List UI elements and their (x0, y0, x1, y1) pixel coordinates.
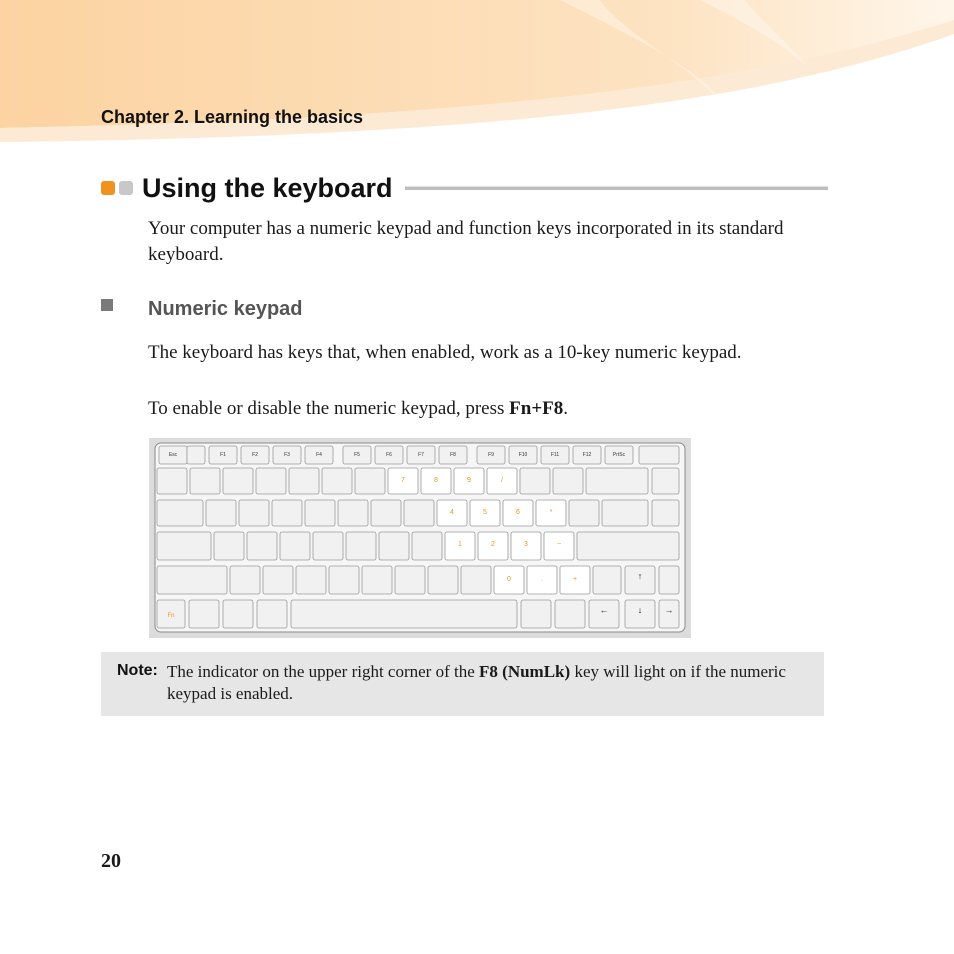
heading-rule (405, 186, 828, 190)
keyboard-key (379, 532, 409, 560)
keyboard-key (214, 532, 244, 560)
page-number: 20 (101, 850, 121, 872)
keyboard-key (362, 566, 392, 594)
keyboard-key (371, 500, 401, 526)
function-key-label: F9 (488, 452, 494, 458)
enable-text-before: To enable or disable the numeric keypad, press (148, 398, 510, 419)
note-key: F8 (NumLk) (479, 662, 571, 681)
keypad-label: 6 (516, 509, 520, 516)
keypad-label: + (572, 576, 578, 583)
keypad-label: 8 (434, 477, 438, 484)
keyboard-key (239, 500, 269, 526)
function-key-label: F4 (316, 452, 322, 458)
left-shift-key (157, 566, 227, 594)
right-shift-key (593, 566, 621, 594)
enable-text-after: . (563, 398, 568, 419)
section-heading (101, 170, 828, 206)
note-label: Note: (117, 662, 158, 679)
fn-key-label: Fn (167, 613, 175, 619)
function-key-label: F10 (518, 452, 528, 458)
keyboard-key (256, 468, 286, 494)
keyboard-key (257, 600, 287, 628)
note-box (101, 652, 824, 716)
backspace-key (586, 468, 648, 494)
keyboard-key (157, 468, 187, 494)
keypad-label: * (549, 509, 553, 516)
space-bar (291, 600, 517, 628)
keyboard-key (272, 500, 302, 526)
keypad-label: 3 (524, 541, 528, 548)
keyboard-key (329, 566, 359, 594)
keyboard-key (428, 566, 458, 594)
left-arrow-icon: ← (599, 605, 609, 615)
keyboard-illustration (149, 438, 691, 638)
keypad-label: 2 (491, 541, 495, 548)
keyboard-key (346, 532, 376, 560)
keyboard-key (206, 500, 236, 526)
keyboard-key (355, 468, 385, 494)
square-bullet-icon (101, 299, 113, 311)
keyboard-key (190, 468, 220, 494)
keyboard-key (223, 600, 253, 628)
up-arrow-icon: ↑ (637, 571, 643, 581)
keypad-label: 0 (507, 576, 511, 583)
keyboard-key (263, 566, 293, 594)
keyboard-key (521, 600, 551, 628)
caps-lock-key (157, 532, 211, 560)
function-key-label: F12 (582, 452, 592, 458)
enter-key (577, 532, 679, 560)
subsection-heading (101, 298, 303, 320)
note-text (167, 661, 807, 705)
keyboard-key (230, 566, 260, 594)
function-key-label: F11 (550, 452, 560, 458)
note-text-before: The indicator on the upper right corner of the (167, 662, 480, 681)
keypad-label: . (541, 576, 543, 583)
down-arrow-icon: ↓ (637, 605, 643, 615)
keypad-label: 9 (467, 477, 471, 484)
right-arrow-icon: → (664, 605, 674, 615)
grey-square-icon (119, 181, 133, 195)
enable-keys: Fn+F8 (509, 398, 564, 419)
keyboard-key (412, 532, 442, 560)
keyboard-key (404, 500, 434, 526)
section-title: Using the keyboard (142, 172, 393, 203)
keypad-label: − (556, 541, 562, 548)
keypad-label: / (501, 477, 503, 484)
keyboard-key (247, 532, 277, 560)
keypad-label: 1 (458, 541, 462, 548)
keyboard-key (520, 468, 550, 494)
keyboard-key (289, 468, 319, 494)
function-key-label: PrtSc (612, 452, 626, 458)
function-key-label: F1 (220, 452, 226, 458)
keyboard-key (569, 500, 599, 526)
keypad-label: 7 (401, 477, 405, 484)
orange-square-icon (101, 181, 115, 195)
tab-key (157, 500, 203, 526)
subsection-title: Numeric keypad (148, 298, 303, 320)
keyboard-key (659, 566, 679, 594)
keyboard-key (602, 500, 648, 526)
keyboard-key (395, 566, 425, 594)
function-key-label: F7 (418, 452, 424, 458)
note-text-after: key will light on if the numeric keypad is enabled. (167, 662, 786, 703)
keypad-paragraph: The keyboard has keys that, when enabled, work as a 10-key numeric keypad. (148, 342, 742, 363)
chapter-title: Chapter 2. Learning the basics (101, 107, 364, 127)
function-key-label: F2 (252, 452, 258, 458)
enable-paragraph (148, 396, 828, 422)
keyboard-key (296, 566, 326, 594)
function-key-label: F8 (450, 452, 456, 458)
keyboard-key (338, 500, 368, 526)
keyboard-key (313, 532, 343, 560)
keyboard-key (461, 566, 491, 594)
keyboard-key (555, 600, 585, 628)
function-key (187, 446, 205, 464)
keyboard-key (305, 500, 335, 526)
intro-paragraph: Your computer has a numeric keypad and function keys incorporated in its standard keyboard. (148, 218, 784, 265)
function-key-label: F3 (284, 452, 290, 458)
keyboard-key (322, 468, 352, 494)
keyboard-key (652, 468, 679, 494)
keyboard-key (189, 600, 219, 628)
keypad-label: 5 (483, 509, 487, 516)
keyboard-key (652, 500, 679, 526)
function-key-label: Esc (168, 452, 178, 458)
function-key-label: F5 (354, 452, 360, 458)
keyboard-key (553, 468, 583, 494)
keyboard-key (223, 468, 253, 494)
keyboard-key (280, 532, 310, 560)
keypad-label: 4 (450, 509, 454, 516)
function-key-label: F6 (386, 452, 392, 458)
function-key (639, 446, 679, 464)
